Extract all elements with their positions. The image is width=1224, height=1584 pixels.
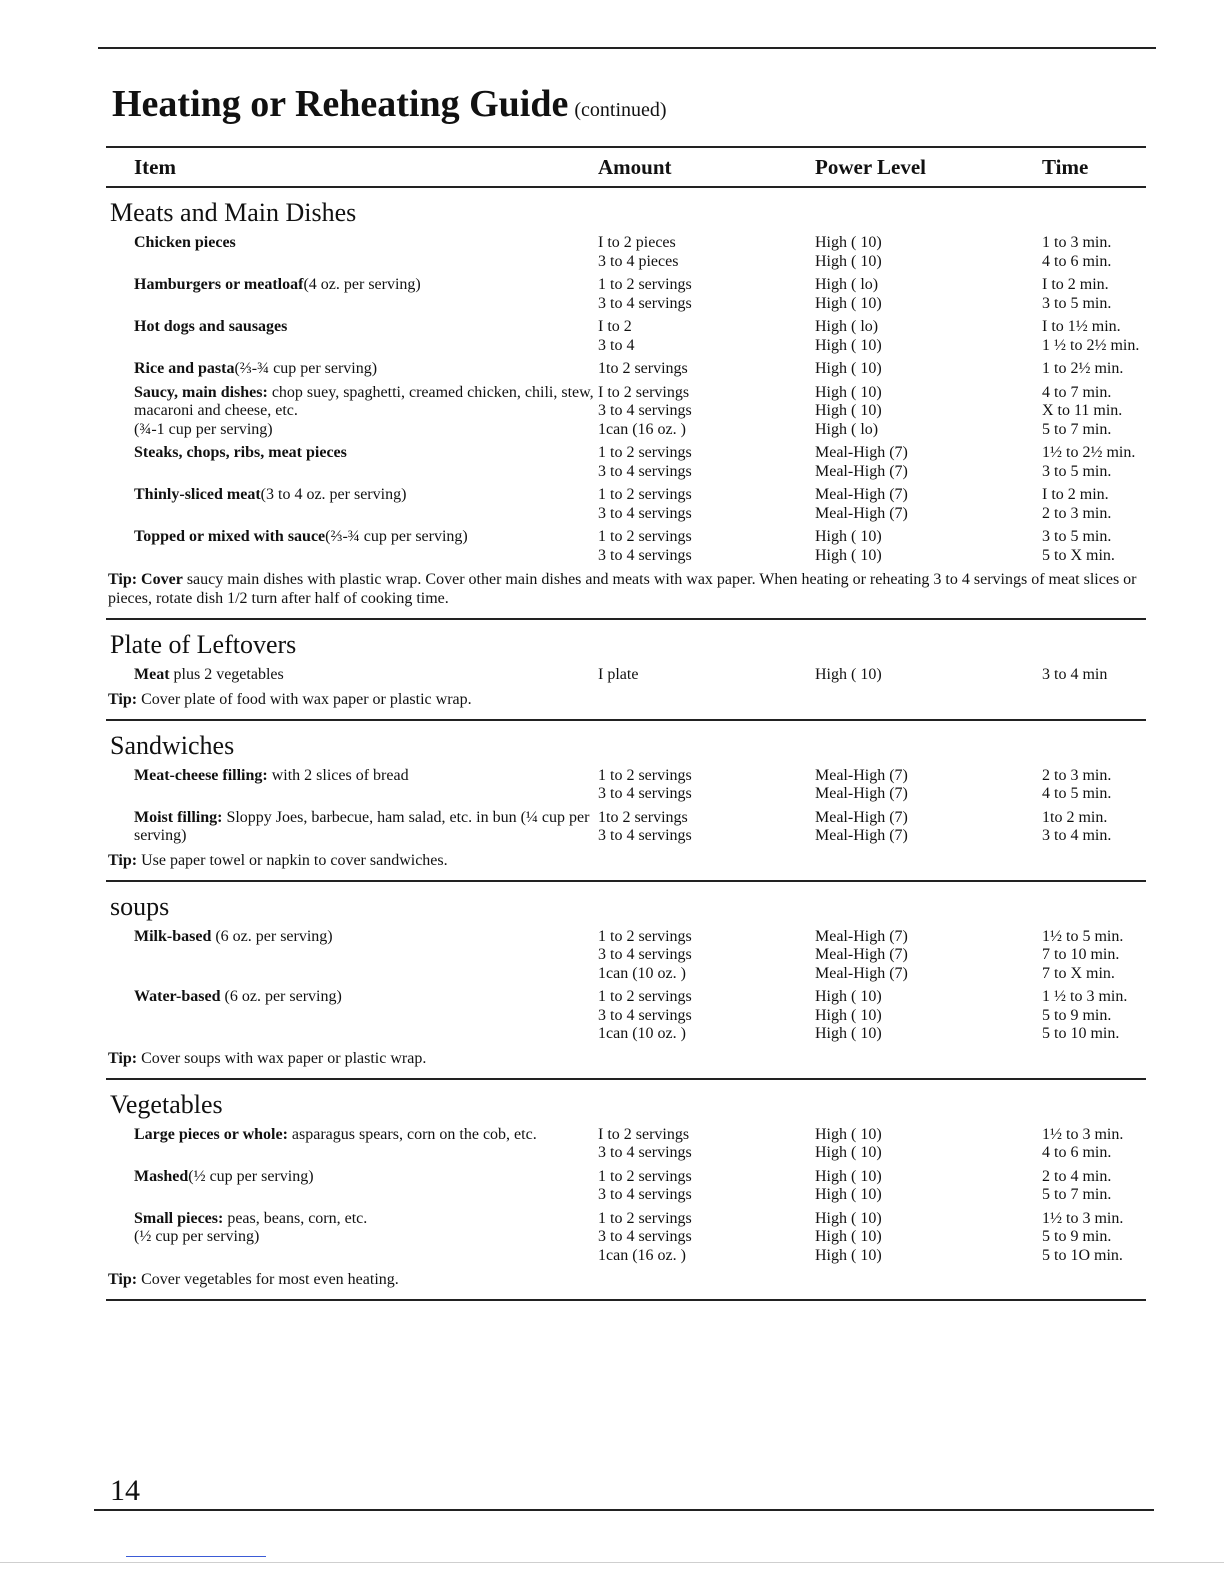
sections (106, 198, 1146, 1301)
tip-label: Tip: (108, 1271, 138, 1288)
power-level-cell: High ( lo) High ( 10) (815, 276, 882, 312)
table-row (106, 666, 1146, 685)
time-cell: 3 to 5 min. 5 to X min. (1042, 528, 1115, 564)
tip-text: Cover plate of food with wax paper or plastic wrap. (137, 690, 472, 708)
power-level-cell: High ( 10) High ( 10) (815, 1167, 882, 1203)
time-cell: I to 2 min. 2 to 3 min. (1042, 486, 1112, 522)
table-row (106, 1210, 1146, 1266)
tip-note (108, 851, 1146, 870)
tip-text: Cover vegetables for most even heating. (137, 1271, 399, 1288)
power-level-cell: High ( 10) (815, 666, 882, 683)
tip-label: Tip: (108, 690, 138, 708)
table-row (106, 988, 1146, 1044)
tip-note (108, 1270, 1146, 1289)
section-title: Sandwiches (110, 730, 235, 760)
time-cell: 1 ½ to 3 min. 5 to 9 min. 5 to 10 min. (1042, 988, 1128, 1042)
title-main: Heating or Reheating Guide (112, 83, 569, 125)
time-cell: I to 1½ min. 1 ½ to 2½ min. (1042, 318, 1140, 354)
item-cell (106, 1210, 598, 1266)
table-row (106, 384, 1146, 440)
table-row (106, 276, 1146, 313)
amount-cell: 1 to 2 servings 3 to 4 servings (598, 486, 692, 522)
header-item: Item (134, 154, 176, 179)
item-cell (106, 444, 598, 481)
power-level-cell: Meal-High (7) Meal-High (7) (815, 444, 908, 480)
item-description: asparagus spears, corn on the cob, etc. (287, 1125, 537, 1143)
power-level-cell: High ( 10) High ( 10) (815, 234, 882, 270)
amount-cell: 1to 2 servings (598, 360, 688, 377)
scan-artifact-line (0, 1562, 1224, 1563)
item-name: Chicken pieces (134, 234, 236, 251)
page-title (112, 80, 667, 134)
item-cell (106, 809, 598, 846)
time-cell: 1 to 3 min. 4 to 6 min. (1042, 234, 1112, 270)
item-name: Meat-cheese filling: (134, 766, 268, 784)
power-level-cell: Meal-High (7) Meal-High (7) (815, 766, 908, 802)
power-level-cell: High ( 10) (815, 360, 882, 377)
item-name: Saucy, main dishes: (134, 383, 268, 401)
amount-cell: 1 to 2 servings 3 to 4 servings (598, 444, 692, 480)
section-title: Meats and Main Dishes (110, 198, 357, 227)
item-name: Water-based (134, 988, 221, 1005)
tip-note (108, 1049, 1146, 1068)
amount-cell: 1 to 2 servings 3 to 4 servings (598, 528, 692, 564)
section-0 (106, 198, 1146, 620)
table-row (106, 444, 1146, 481)
item-description: Sloppy Joes, barbecue, ham salad, etc. in bun (¼ cup per serving) (134, 808, 590, 844)
table-header (106, 146, 1146, 188)
time-cell: I to 2 min. 3 to 5 min. (1042, 276, 1112, 312)
item-description: (6 oz. per serving) (211, 927, 333, 945)
bottom-rule (94, 1509, 1154, 1511)
amount-cell: 1 to 2 servings 3 to 4 servings (598, 276, 692, 312)
section-title: soups (110, 891, 170, 921)
item-cell (106, 276, 598, 313)
amount-cell: 1 to 2 servings 3 to 4 servings (598, 1167, 692, 1203)
page-number: 14 (110, 1474, 140, 1507)
item-name: Rice and pasta (134, 360, 235, 377)
tip-label: Tip: Cover (108, 571, 183, 588)
time-cell: 3 to 4 min (1042, 666, 1108, 683)
tip-note (108, 570, 1146, 608)
time-cell: 1½ to 3 min. 4 to 6 min. (1042, 1125, 1124, 1161)
section-3 (106, 892, 1146, 1080)
item-name: Moist filling: (134, 808, 223, 826)
item-name: Mashed (134, 1167, 189, 1185)
heating-guide-table (106, 146, 1146, 1301)
item-cell (106, 666, 598, 685)
power-level-cell: High ( 10) High ( 10) High ( 10) (815, 988, 882, 1042)
item-cell (106, 486, 598, 523)
amount-cell: 1to 2 servings 3 to 4 servings (598, 808, 692, 844)
item-cell (106, 318, 598, 355)
item-name: Milk-based (134, 927, 212, 945)
table-row (106, 360, 1146, 379)
table-row (106, 486, 1146, 523)
item-cell (106, 1168, 598, 1205)
amount-cell: I to 2 pieces 3 to 4 pieces (598, 234, 679, 270)
table-row (106, 1168, 1146, 1205)
section-2 (106, 731, 1146, 882)
table-row (106, 234, 1146, 271)
scan-artifact-link-line (126, 1556, 266, 1557)
item-name: Large pieces or whole: (134, 1125, 288, 1143)
table-row (106, 1126, 1146, 1163)
section-4 (106, 1090, 1146, 1302)
amount-cell: I to 2 servings 3 to 4 servings 1can (16 oz. ) (598, 383, 692, 438)
item-name: Hamburgers or meatloaf (134, 276, 304, 293)
item-cell (106, 1126, 598, 1163)
amount-cell: I to 2 servings 3 to 4 servings (598, 1125, 692, 1161)
tip-note (108, 690, 1146, 709)
time-cell: 4 to 7 min. X to 11 min. 5 to 7 min. (1042, 383, 1123, 438)
item-cell (106, 360, 598, 379)
item-description: (6 oz. per serving) (220, 988, 342, 1005)
power-level-cell: Meal-High (7) Meal-High (7) Meal-High (7) (815, 927, 908, 982)
item-description: plus 2 vegetables (169, 666, 284, 683)
top-rule (98, 47, 1156, 49)
power-level-cell: High ( 10) High ( 10) High ( lo) (815, 383, 882, 438)
amount-cell: I plate (598, 666, 639, 683)
item-name: Small pieces: (134, 1209, 224, 1227)
time-cell: 1½ to 3 min. 5 to 9 min. 5 to 1O min. (1042, 1209, 1124, 1264)
tip-label: Tip: (108, 851, 138, 869)
item-cell (106, 767, 598, 804)
power-level-cell: Meal-High (7) Meal-High (7) (815, 486, 908, 522)
time-cell: 1to 2 min. 3 to 4 min. (1042, 808, 1112, 844)
time-cell: 1 to 2½ min. (1042, 360, 1124, 377)
amount-cell: 1 to 2 servings 3 to 4 servings (598, 766, 692, 802)
amount-cell: I to 2 3 to 4 (598, 318, 635, 354)
item-description: (½ cup per serving) (188, 1167, 314, 1185)
amount-cell: 1 to 2 servings 3 to 4 servings 1can (16 oz. ) (598, 1209, 692, 1264)
item-description: (⅔-¾ cup per serving) (234, 360, 378, 377)
time-cell: 1½ to 2½ min. 3 to 5 min. (1042, 444, 1136, 480)
table-row (106, 767, 1146, 804)
item-name: Hot dogs and sausages (134, 318, 288, 335)
table-row (106, 809, 1146, 846)
section-title: Plate of Leftovers (110, 630, 297, 659)
amount-cell: 1 to 2 servings 3 to 4 servings 1can (10 oz. ) (598, 927, 692, 982)
tip-label: Tip: (108, 1049, 138, 1067)
item-name: Thinly-sliced meat (134, 486, 261, 503)
item-name: Steaks, chops, ribs, meat pieces (134, 444, 347, 461)
power-level-cell: Meal-High (7) Meal-High (7) (815, 808, 908, 844)
item-cell (106, 384, 598, 440)
tip-text: Cover soups with wax paper or plastic wrap. (137, 1049, 427, 1067)
amount-cell: 1 to 2 servings 3 to 4 servings 1can (10 oz. ) (598, 988, 692, 1042)
item-cell (106, 528, 598, 565)
table-row (106, 528, 1146, 565)
item-name: Topped or mixed with sauce (134, 528, 326, 545)
power-level-cell: High ( 10) High ( 10) (815, 528, 882, 564)
section-title: Vegetables (110, 1089, 223, 1119)
item-cell (106, 234, 598, 271)
time-cell: 2 to 3 min. 4 to 5 min. (1042, 766, 1112, 802)
power-level-cell: High ( 10) High ( 10) High ( 10) (815, 1209, 882, 1264)
item-cell (106, 928, 598, 984)
table-row (106, 928, 1146, 984)
item-description: chop suey, spaghetti, creamed chicken, chili, stew, macaroni and cheese, etc. (¾-1 cup per serving) (134, 383, 594, 438)
item-description: (⅔-¾ cup per serving) (325, 528, 468, 545)
header-time: Time (1042, 154, 1089, 179)
tip-text: saucy main dishes with plastic wrap. Cover other main dishes and meats with wax paper. When heating or reheating 3 to 4 servings of meat slices or pieces, rotate dish 1/2 turn after half of cooking time. (108, 571, 1137, 607)
time-cell: 1½ to 5 min. 7 to 10 min. 7 to X min. (1042, 927, 1124, 982)
header-amount: Amount (598, 154, 672, 179)
tip-text: Use paper towel or napkin to cover sandwiches. (137, 851, 448, 869)
header-power-level: Power Level (815, 154, 926, 179)
item-cell (106, 988, 598, 1044)
table-row (106, 318, 1146, 355)
power-level-cell: High ( lo) High ( 10) (815, 318, 882, 354)
item-description: (4 oz. per serving) (303, 276, 421, 293)
item-description: (3 to 4 oz. per serving) (260, 486, 407, 503)
item-description: with 2 slices of bread (267, 766, 409, 784)
title-sub: (continued) (574, 99, 667, 121)
power-level-cell: High ( 10) High ( 10) (815, 1125, 882, 1161)
item-name: Meat (134, 666, 170, 683)
section-1 (106, 630, 1146, 721)
time-cell: 2 to 4 min. 5 to 7 min. (1042, 1167, 1112, 1203)
item-description: peas, beans, corn, etc. (½ cup per serving) (134, 1209, 368, 1245)
